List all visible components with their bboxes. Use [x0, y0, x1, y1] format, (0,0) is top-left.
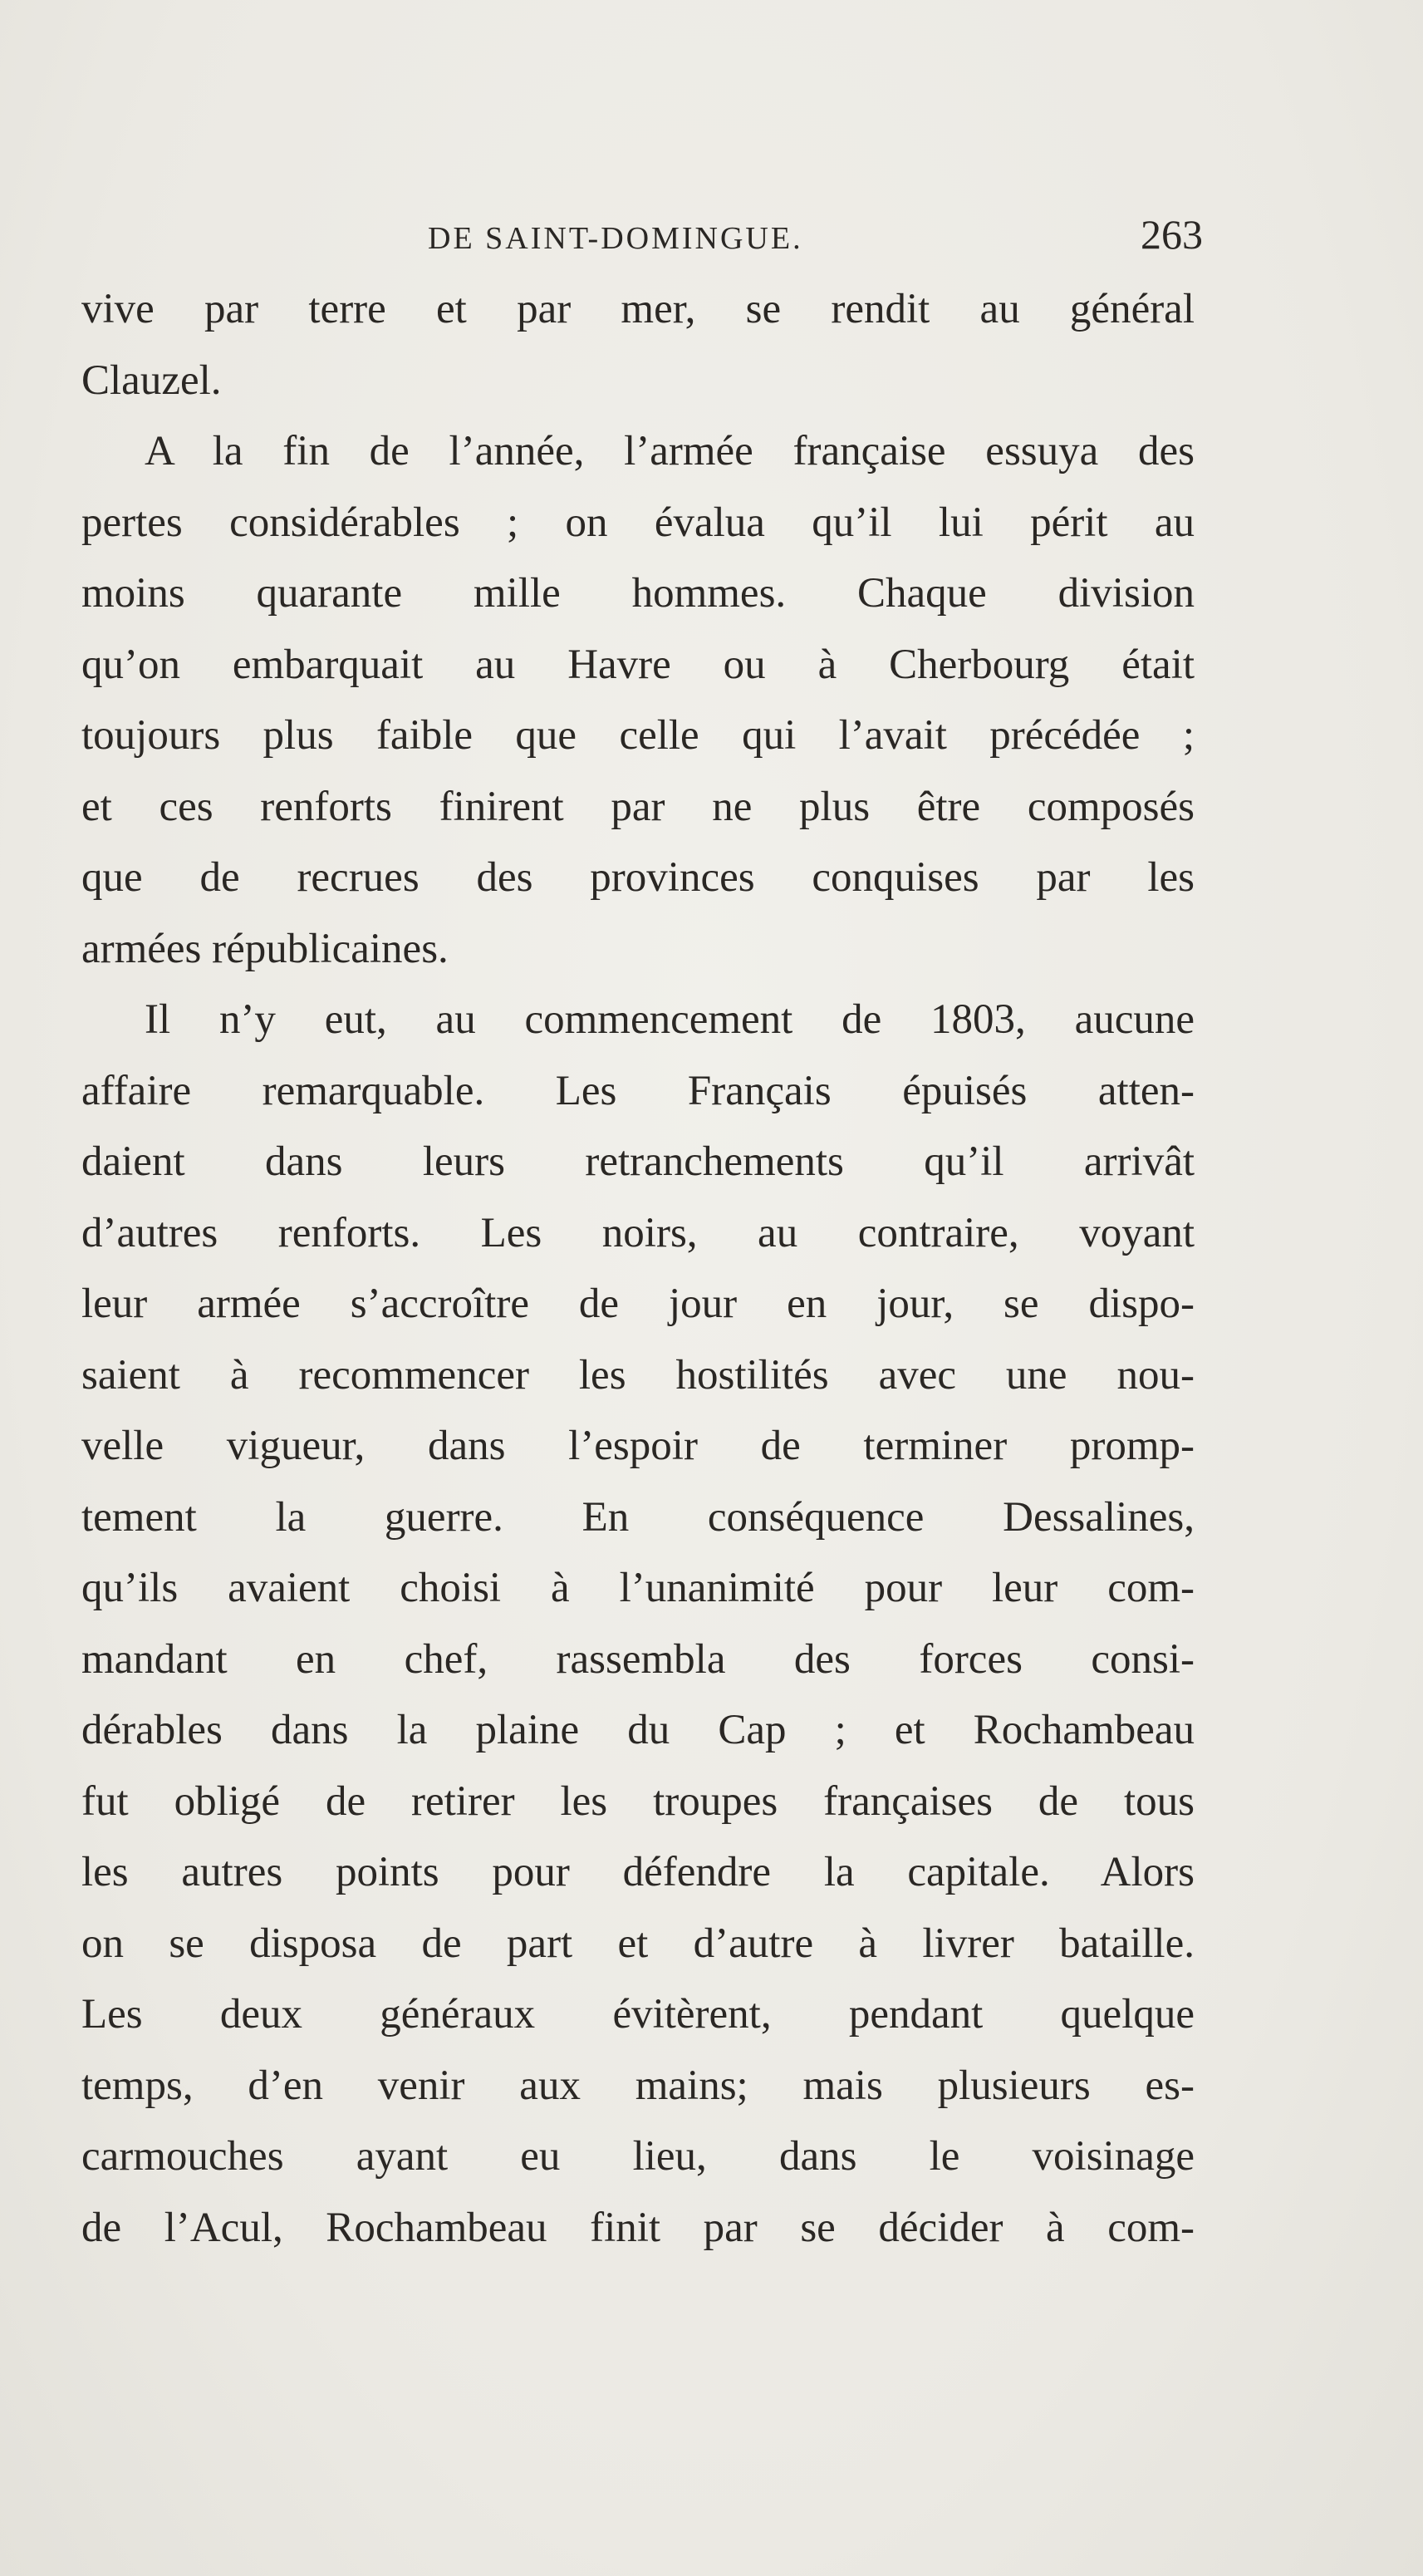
text-line: Les deux généraux évitèrent, pendant quelque [81, 1991, 1195, 2038]
page-header [83, 204, 1203, 262]
text-line: qu’ils avaient choisi à l’unanimité pour leur com- [81, 1565, 1195, 1611]
text-line: mandant en chef, rassembla des forces consi- [81, 1635, 1195, 1683]
text-line: de l’Acul, Rochambeau finit par se décider à com- [81, 2204, 1195, 2251]
text-line: daient dans leurs retranchements qu’il arrivât [81, 1138, 1195, 1185]
text-line: d’autres renforts. Les noirs, au contraire, voyant [81, 1209, 1195, 1256]
text-line: armées républicaines. [81, 925, 449, 972]
text-line: dérables dans la plaine du Cap ; et Rochambeau [81, 1707, 1195, 1753]
text-line: A la fin de l’année, l’armée française essuya des [145, 428, 1195, 474]
running-title: DE SAINT-DOMINGUE. [428, 221, 803, 256]
body-text [81, 274, 1195, 2264]
text-line: les autres points pour défendre la capitale. Alors [81, 1849, 1195, 1895]
text-line: Il n’y eut, au commencement de 1803, aucune [145, 996, 1195, 1043]
text-line: fut obligé de retirer les troupes françaises de tous [81, 1777, 1195, 1825]
text-line: affaire remarquable. Les Français épuisés atten- [81, 1067, 1195, 1114]
text-line: toujours plus faible que celle qui l’avait précédée ; [81, 712, 1195, 759]
text-line: tement la guerre. En conséquence Dessalines, [81, 1493, 1195, 1541]
text-line: que de recrues des provinces conquises par les [81, 854, 1195, 901]
text-line: Clauzel. [81, 356, 222, 404]
text-line: pertes considérables ; on évalua qu’il lui périt au [81, 499, 1195, 546]
text-line: carmouches ayant eu lieu, dans le voisinage [81, 2133, 1195, 2180]
text-line: velle vigueur, dans l’espoir de terminer promp- [81, 1423, 1195, 1469]
text-line: et ces renforts finirent par ne plus être composés [81, 783, 1195, 830]
text-line: temps, d’en venir aux mains; mais plusieurs es- [81, 2062, 1195, 2109]
text-line: saient à recommencer les hostilités avec une nou- [81, 1351, 1195, 1399]
text-line: moins quarante mille hommes. Chaque division [81, 570, 1195, 617]
text-line: on se disposa de part et d’autre à livrer bataille. [81, 1920, 1195, 1967]
page-number: 263 [1141, 211, 1203, 258]
text-line: leur armée s’accroître de jour en jour, se dispo- [81, 1281, 1195, 1327]
text-line: qu’on embarquait au Havre ou à Cherbourg était [81, 641, 1195, 688]
text-line: vive par terre et par mer, se rendit au général [81, 286, 1195, 332]
